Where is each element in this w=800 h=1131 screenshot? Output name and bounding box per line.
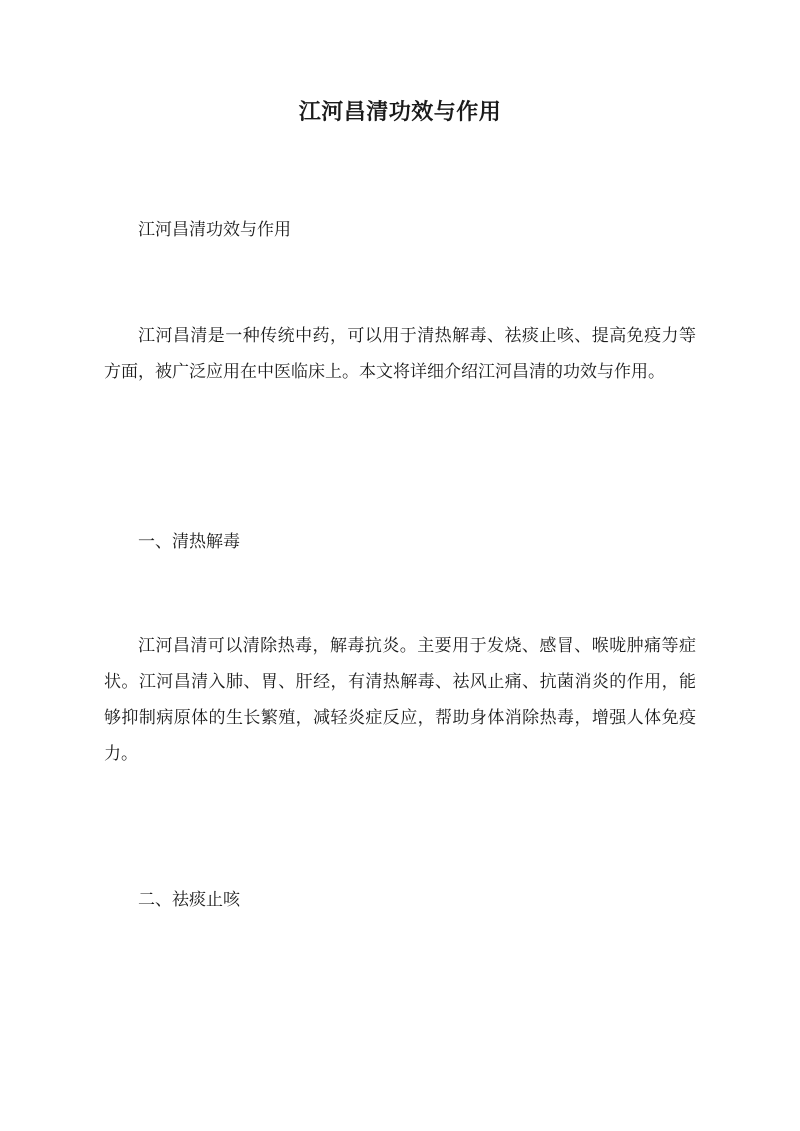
- section-paragraph-1: 江河昌清可以清除热毒，解毒抗炎。主要用于发烧、感冒、喉咙肿痛等症状。江河昌清入肺、胃、肝经，有清热解毒、祛风止痛、抗菌消炎的作用，能够抑制病原体的生长繁殖，减轻炎症反应，帮助身体消除热毒，增强人体免疫力。: [104, 636, 696, 764]
- document-title: 江河昌清功效与作用: [298, 99, 502, 125]
- document-subtitle: 江河昌清功效与作用: [138, 220, 291, 240]
- section-heading-2: 二、祛痰止咳: [138, 890, 240, 910]
- section-heading-1: 一、清热解毒: [138, 532, 240, 552]
- intro-paragraph: 江河昌清是一种传统中药，可以用于清热解毒、祛痰止咳、提高免疫力等方面，被广泛应用在中医临床上。本文将详细介绍江河昌清的功效与作用。: [104, 326, 696, 382]
